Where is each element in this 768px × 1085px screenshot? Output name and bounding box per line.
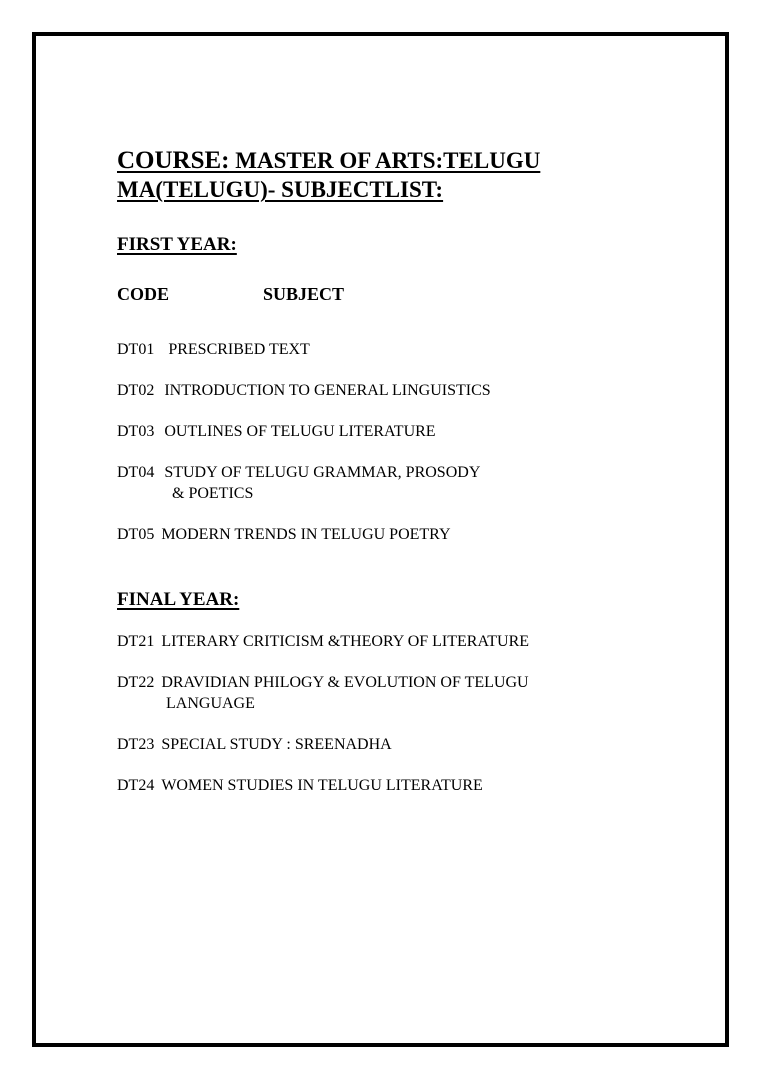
subject-code: DT24: [117, 777, 155, 794]
subject-name: MODERN TRENDS IN TELUGU POETRY: [161, 526, 451, 543]
column-headers: [117, 283, 717, 305]
subject-code: DT21: [117, 633, 155, 650]
subject-name: PRESCRIBED TEXT: [168, 341, 310, 358]
title-course-name: MASTER OF ARTS:TELUGU: [229, 148, 541, 173]
subject-code: DT05: [117, 526, 155, 543]
title-line-2: MA(TELUGU)- SUBJECTLIST:: [117, 177, 444, 202]
final-year-heading: FINAL YEAR:: [117, 589, 240, 610]
subject-code: DT03: [117, 423, 155, 440]
subject-name: WOMEN STUDIES IN TELUGU LITERATURE: [161, 777, 483, 794]
subject-name-continuation: & POETICS: [172, 485, 254, 502]
list-item: [117, 524, 717, 545]
list-item: [117, 734, 717, 755]
subject-code: DT01: [117, 341, 155, 358]
subject-name: DRAVIDIAN PHILOGY & EVOLUTION OF TELUGU: [161, 674, 529, 691]
subject-name-continuation: LANGUAGE: [166, 695, 255, 712]
list-item: [117, 380, 717, 401]
document-title: [117, 146, 717, 204]
list-item: [117, 462, 717, 504]
subject-name: LITERARY CRITICISM &THEORY OF LITERATURE: [161, 633, 530, 650]
subject-code: DT23: [117, 736, 155, 753]
list-item: [117, 631, 717, 652]
subject-code: DT22: [117, 674, 155, 691]
subject-column-header: SUBJECT: [263, 284, 345, 304]
subject-name: SPECIAL STUDY : SREENADHA: [161, 736, 392, 753]
first-year-heading: FIRST YEAR:: [117, 234, 237, 255]
subject-code: DT04: [117, 464, 155, 481]
subject-name: OUTLINES OF TELUGU LITERATURE: [164, 423, 436, 440]
document-body: [117, 146, 717, 796]
title-prefix: COURSE:: [117, 147, 230, 174]
list-item: [117, 672, 717, 714]
subject-code: DT02: [117, 382, 155, 399]
code-column-header: CODE: [117, 284, 170, 304]
list-item: [117, 339, 717, 360]
title-line-1: [117, 146, 717, 175]
list-item: [117, 421, 717, 442]
subject-name: STUDY OF TELUGU GRAMMAR, PROSODY: [164, 464, 481, 481]
subject-name: INTRODUCTION TO GENERAL LINGUISTICS: [164, 382, 491, 399]
list-item: [117, 775, 717, 796]
